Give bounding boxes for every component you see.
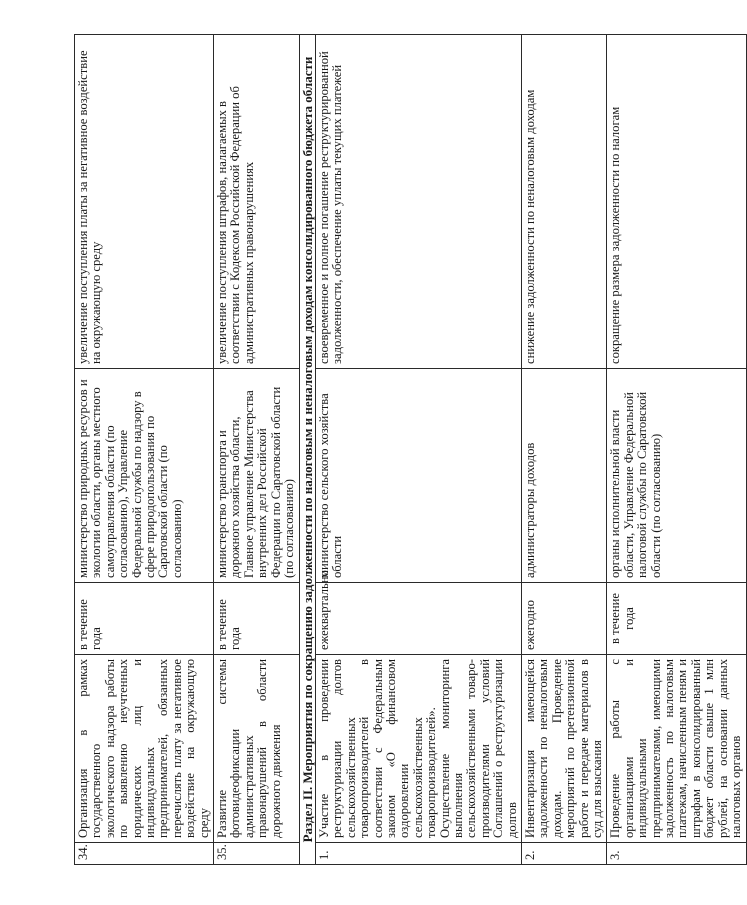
result-cell: увеличение поступления штрафов, налагаемых в соответствии с Кодексом Российской Федерации об административных правонарушениях	[214, 35, 299, 369]
term-cell: в течение года	[75, 583, 214, 655]
executors-cell: министерство транспорта и дорожного хозяйства области, Главное управление Министерства внутренних дел Российской Федерации по Саратовской области (по согласованию)	[214, 369, 299, 583]
table-row	[214, 35, 299, 865]
result-cell: снижение задолженности по неналоговым доходам	[522, 35, 607, 369]
measure-cell: Организация в рамках государственного экологического надзора работы по выявлению неучтенных юридических лиц и индивидуальных предпринимателей, обязанных перечислять плату за негативное воздействие на окружающую среду	[75, 655, 214, 843]
measure-cell: Участие в проведении реструктуризации долгов сельскохозяйственных товаропроизводителей в соответствии с Федеральным законом «О финансовом оздоровлении сельскохозяйственных товаропроизводителей». Осуществление мониторинга выполнения сельскохозяйственными товаро-производителями условий Соглашений о реструктуризации долгов	[315, 655, 521, 843]
term-cell: в течение года	[214, 583, 299, 655]
table-row	[315, 35, 521, 865]
measure-cell: Развитие системы фотовидеофиксации административных правонарушений в области дорожного движения	[214, 655, 299, 843]
section-title: Раздел II. Мероприятия по сокращению задолженности по налоговым и неналоговым доходам консолидированного бюджета области	[299, 35, 315, 865]
result-cell: сокращение размера задолженности по налогам	[607, 35, 746, 369]
row-number: 34.	[75, 843, 214, 865]
rotated-document-page	[74, 35, 744, 865]
row-number: 1.	[315, 843, 521, 865]
result-cell: увеличение поступления платы за негативное воздействие на окружающую среду	[75, 35, 214, 369]
section-header-row	[299, 35, 315, 865]
result-cell: своевременное и полное погашение реструктурированной задолженности, обеспечение уплаты текущих платежей	[315, 35, 521, 369]
term-cell: ежегодно	[522, 583, 607, 655]
table-row	[522, 35, 607, 865]
row-number: 3.	[607, 843, 746, 865]
measure-cell: Инвентаризация имеющейся задолженности по неналоговым доходам. Проведение мероприятий по претензионной работе и передаче материалов в суд для взыскания	[522, 655, 607, 843]
row-number: 35.	[214, 843, 299, 865]
measures-table	[74, 34, 747, 865]
table-row	[607, 35, 746, 865]
row-number: 2.	[522, 843, 607, 865]
table-row	[75, 35, 214, 865]
term-cell: в течение года	[607, 583, 746, 655]
executors-cell: органы исполнительной власти области, Управление Федеральной налоговой службы по Саратовской области (по согласованию)	[607, 369, 746, 583]
executors-cell: министерство сельского хозяйства области	[315, 369, 521, 583]
term-cell: ежеквартально	[315, 583, 521, 655]
executors-cell: министерство природных ресурсов и экологии области, органы местного самоуправления области (по согласованию), Управление Федеральной службы по надзору в сфере природопользования по Саратовской области (по согласованию)	[75, 369, 214, 583]
executors-cell: администраторы доходов	[522, 369, 607, 583]
measure-cell: Проведение работы с организациями и индивидуальными предпринимателями, имеющими задолженность по налоговым платежам, начисленным пеням и штрафам в консолидированный бюджет области свыше 1 млн рублей, на основании данных налоговых органов	[607, 655, 746, 843]
